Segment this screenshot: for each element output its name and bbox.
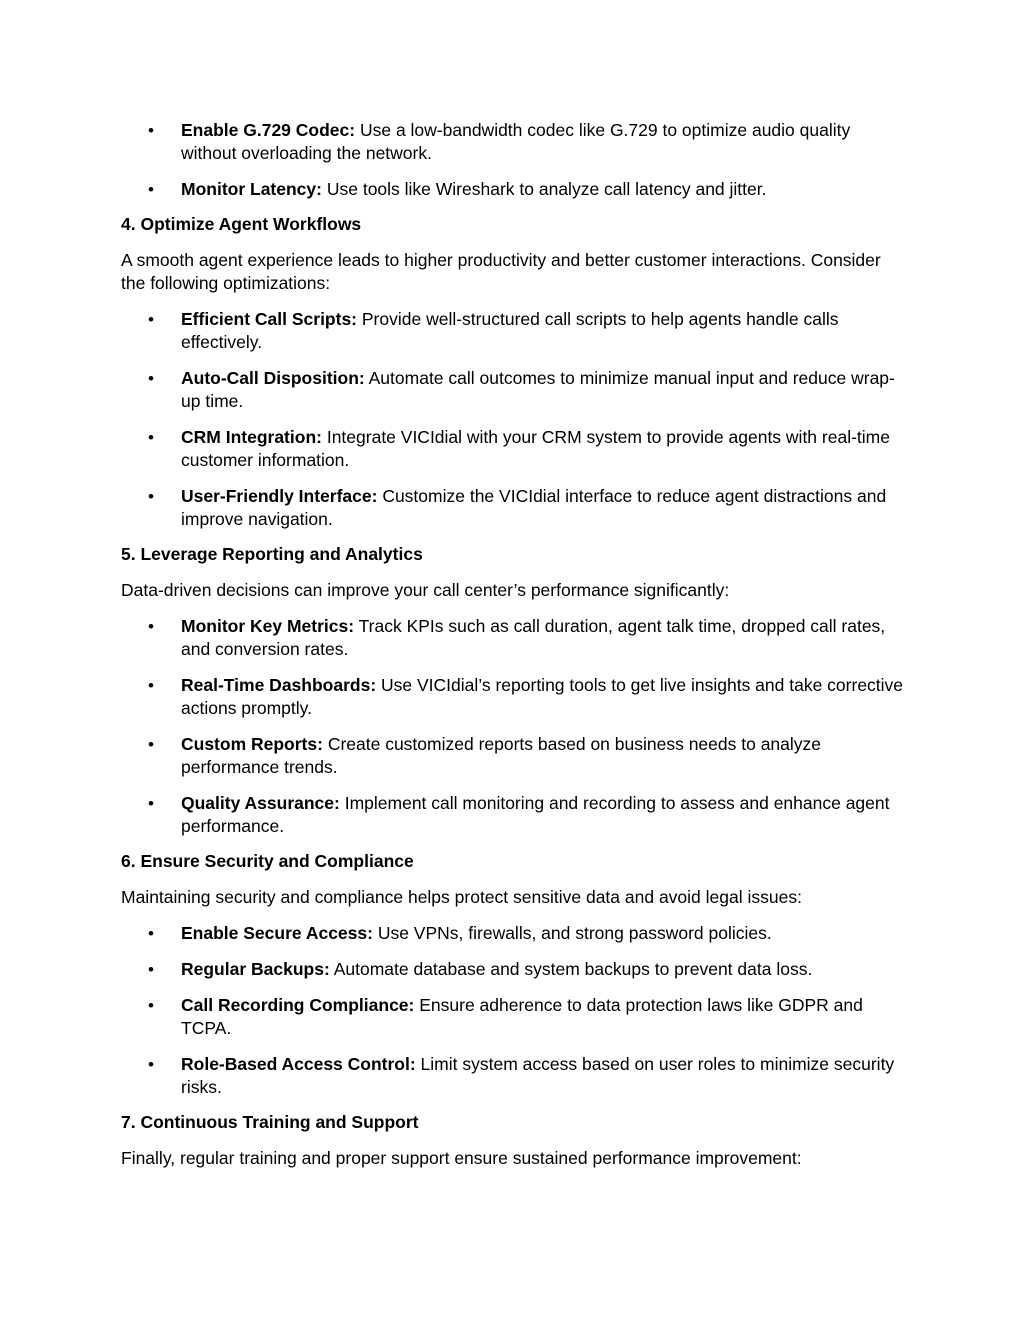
list-item-text: Use VICIdial’s reporting tools to get live insights and take corrective actions promptly. [181, 675, 904, 718]
list-item-title: Monitor Latency: [181, 179, 322, 199]
bullet-icon: • [148, 180, 154, 199]
list-item-text: Integrate VICIdial with your CRM system to provide agents with real-time customer information. [181, 427, 890, 470]
list-item-title: Regular Backups: [181, 959, 330, 979]
section-paragraph: Finally, regular training and proper support ensure sustained performance improvement: [121, 1148, 802, 1168]
list-item [121, 308, 904, 354]
list-item-text: Automate database and system backups to prevent data loss. [329, 959, 813, 979]
list-item-text: Provide well-structured call scripts to help agents handle calls effectively. [181, 309, 839, 352]
list-item-text: Customize the VICIdial interface to reduce agent distractions and improve navigation. [181, 486, 887, 529]
section-bullet-list [121, 922, 904, 1099]
list-item-title: Auto-Call Disposition: [181, 368, 365, 388]
list-item-text: Use a low-bandwidth codec like G.729 to optimize audio quality without overloading the network. [181, 120, 851, 163]
list-item [121, 367, 904, 413]
list-item [121, 426, 904, 472]
list-item-text: Implement call monitoring and recording to assess and enhance agent performance. [181, 793, 890, 836]
section-paragraph: A smooth agent experience leads to higher productivity and better customer interactions. Consider the following optimizations: [121, 250, 881, 293]
bullet-icon: • [148, 121, 154, 140]
list-item-title: Custom Reports: [181, 734, 323, 754]
list-item-title: Efficient Call Scripts: [181, 309, 358, 329]
list-item-title: Enable Secure Access: [181, 923, 373, 943]
list-item-text: Create customized reports based on business needs to analyze performance trends. [181, 734, 822, 777]
list-item [121, 178, 904, 201]
list-item [121, 994, 904, 1040]
bullet-icon: • [148, 369, 154, 388]
list-item [121, 922, 904, 945]
list-item [121, 674, 904, 720]
bullet-icon: • [148, 960, 154, 979]
list-item [121, 615, 904, 661]
bullet-icon: • [148, 794, 154, 813]
section-heading: 4. Optimize Agent Workflows [121, 214, 362, 234]
list-item-title: User-Friendly Interface: [181, 486, 378, 506]
bullet-icon: • [148, 1055, 154, 1074]
list-item-text: Use tools like Wireshark to analyze call latency and jitter. [321, 179, 767, 199]
list-item-title: Quality Assurance: [181, 793, 340, 813]
section-paragraph: Data-driven decisions can improve your call center’s performance significantly: [121, 580, 730, 600]
bullet-icon: • [148, 428, 154, 447]
list-item-title: Real-Time Dashboards: [181, 675, 377, 695]
list-item [121, 485, 904, 531]
list-item [121, 119, 904, 165]
bullet-icon: • [148, 996, 154, 1015]
list-item-text: Use VPNs, firewalls, and strong password policies. [372, 923, 772, 943]
list-item-text: Limit system access based on user roles to minimize security risks. [181, 1054, 895, 1097]
section-bullet-list [121, 308, 904, 531]
list-item [121, 958, 904, 981]
list-item-title: Role-Based Access Control: [181, 1054, 416, 1074]
bullet-icon: • [148, 735, 154, 754]
section-paragraph: Maintaining security and compliance helps protect sensitive data and avoid legal issues: [121, 887, 802, 907]
list-item-title: Monitor Key Metrics: [181, 616, 355, 636]
bullet-icon: • [148, 676, 154, 695]
list-item-text: Automate call outcomes to minimize manual input and reduce wrap-up time. [181, 368, 895, 411]
section-bullet-list [121, 615, 904, 838]
list-item [121, 733, 904, 779]
bullet-icon: • [148, 310, 154, 329]
list-item-title: Enable G.729 Codec: [181, 120, 356, 140]
intro-bullet-list [121, 119, 904, 201]
list-item [121, 792, 904, 838]
section-heading: 7. Continuous Training and Support [121, 1112, 419, 1132]
list-item-text: Track KPIs such as call duration, agent talk time, dropped call rates, and conversion rates. [181, 616, 886, 659]
section-heading: 5. Leverage Reporting and Analytics [121, 544, 423, 564]
bullet-icon: • [148, 924, 154, 943]
section-heading: 6. Ensure Security and Compliance [121, 851, 414, 871]
list-item-title: CRM Integration: [181, 427, 322, 447]
list-item-title: Call Recording Compliance: [181, 995, 415, 1015]
list-item [121, 1053, 904, 1099]
bullet-icon: • [148, 487, 154, 506]
list-item-text: Ensure adherence to data protection laws like GDPR and TCPA. [181, 995, 863, 1038]
bullet-icon: • [148, 617, 154, 636]
